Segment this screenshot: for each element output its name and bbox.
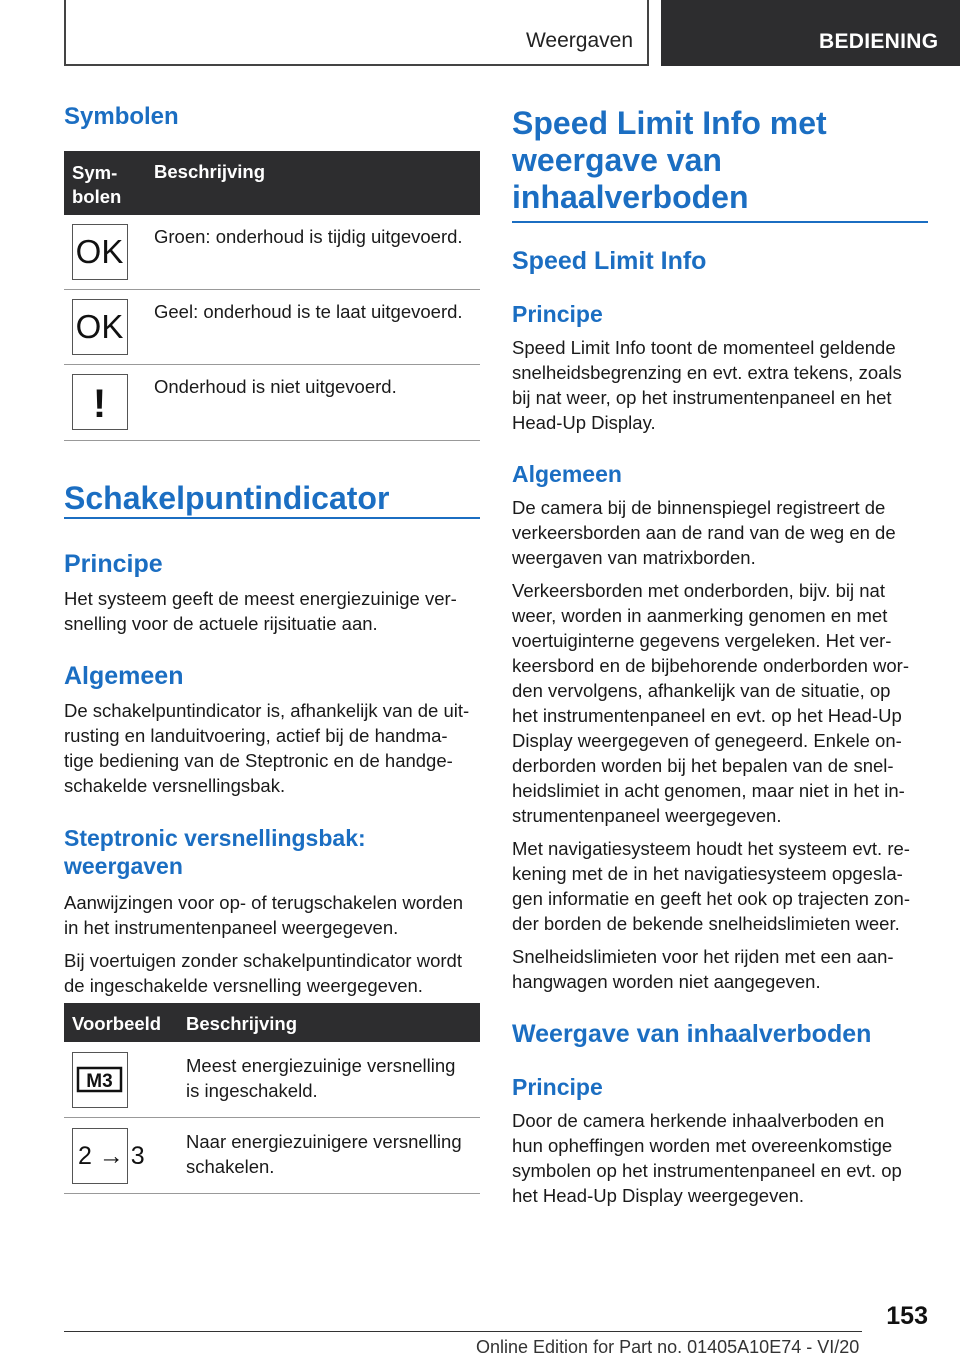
shift-up-arrow-icon	[72, 1128, 145, 1184]
footer-edition: Online Edition for Part no. 01405A10E74 - VI/20	[476, 1337, 860, 1357]
principe-title: Principe	[512, 301, 603, 327]
algemeen-title: Algemeen	[512, 461, 622, 487]
steptronic-title: Steptronic versnellingsbak: weergaven	[64, 825, 366, 879]
symbols-table-header	[64, 151, 480, 215]
example-table	[64, 1003, 480, 1194]
algemeen-title: Algemeen	[64, 662, 184, 690]
row-description: Geel: onderhoud is te laat uitgevoerd.	[154, 301, 463, 322]
header-section-label: Weergaven	[525, 29, 633, 52]
table-row	[64, 290, 480, 365]
sli-title: Speed Limit Info	[512, 247, 707, 275]
header-chapter-tab	[661, 0, 960, 66]
row-description: Groen: onderhoud is tijdig uitgevoerd.	[154, 226, 463, 247]
header-chapter-label: BEDIENING	[819, 30, 939, 53]
inhaal-principe-title: Principe	[512, 1074, 603, 1100]
svg-text:OK: OK	[75, 233, 124, 270]
algemeen-text: De schakelpuntindicator is, afhankelijk van de uit- rusting en landuitvoering, actief bij de handma- tige bediening van de Steptronic en de handge- schakelde versnellingsbak.	[64, 700, 470, 796]
ok-green-icon	[72, 224, 128, 280]
svg-text:2 → 3: 2 → 3	[78, 1142, 145, 1170]
algemeen-paragraph-4: Snelheidslimieten voor het rijden met een aan- hangwagen worden niet aangegeven.	[512, 946, 894, 992]
svg-text:!: !	[92, 382, 107, 426]
example-table-header	[64, 1003, 480, 1042]
header-description: Beschrijving	[154, 161, 266, 182]
header-example: Voorbeeld	[72, 1013, 162, 1034]
table-row	[64, 1042, 480, 1118]
svg-text:M3: M3	[86, 1071, 113, 1092]
table-row	[64, 1118, 480, 1194]
table-row	[64, 215, 480, 290]
steptronic-paragraph-2: Bij voertuigen zonder schakelpuntindicator wordt de ingeschakelde versnelling weergegeven.	[64, 950, 462, 996]
page-number: 153	[886, 1302, 928, 1330]
principe-title: Principe	[64, 550, 163, 578]
principe-text: Het systeem geeft de meest energiezuinige ver- snelling voor de actuele rijsituatie aan.	[64, 588, 457, 634]
header-symbol: Sym- bolen	[72, 162, 122, 207]
section-title-speed-limit: Speed Limit Info met weergave van inhaalverboden	[512, 105, 928, 223]
header-section-tab	[64, 0, 649, 66]
section-title-shift-indicator: Schakelpuntindicator	[64, 480, 480, 519]
principe-text: Speed Limit Info toont de momenteel geldende snelheidsbegrenzing en evt. extra tekens, zoals bij nat weer, op het instrumentenpaneel en het Head-Up Display.	[512, 337, 902, 433]
ok-yellow-icon	[72, 299, 128, 355]
footer-divider	[64, 1331, 862, 1332]
algemeen-paragraph-1: De camera bij de binnenspiegel registreert de verkeersborden aan de rand van de weg en de weergaven van matrixborden.	[512, 497, 896, 568]
inhaal-title: Weergave van inhaalverboden	[512, 1020, 872, 1048]
gear-m3-icon	[72, 1052, 128, 1108]
row-description: Meest energiezuinige versnelling is ingeschakeld.	[186, 1055, 456, 1101]
row-description: Onderhoud is niet uitgevoerd.	[154, 376, 397, 397]
symbols-table	[64, 151, 480, 441]
header-description: Beschrijving	[186, 1013, 298, 1034]
symbols-title: Symbolen	[64, 103, 179, 130]
exclamation-icon	[72, 374, 128, 430]
svg-text:OK: OK	[75, 308, 124, 345]
inhaal-text: Door de camera herkende inhaalverboden en hun opheffingen worden met overeenkomstige symbolen op het instrumentenpaneel en evt. op het Head-Up Display weergegeven.	[512, 1110, 902, 1206]
algemeen-paragraph-2: Verkeersborden met onderborden, bijv. bij nat weer, worden in aanmerking genomen en met voertuiginterne gegevens vergeleken. Het ver- keersbord en de bijbehorende onderborden wor- den vervolgens, afhankelijk van de situatie, op het instrumentenpaneel en evt. op het Head-Up Display weergegeven of genegeerd. Enkele on- derborden worden bij het bepalen van de snel- heidslimiet in acht genomen, maar niet in het in- strumentenpaneel weergegeven.	[512, 580, 909, 826]
table-row	[64, 365, 480, 441]
steptronic-paragraph-1: Aanwijzingen voor op- of terugschakelen worden in het instrumentenpaneel weergegeven.	[64, 892, 464, 938]
row-description: Naar energiezuinigere versnelling schakelen.	[186, 1131, 462, 1177]
algemeen-paragraph-3: Met navigatiesysteem houdt het systeem evt. re- kening met de in het navigatiesysteem opgesla- gen informatie en geeft het ook op trajecten zon- der borden de bekende snelheidslimieten weer.	[512, 838, 911, 934]
